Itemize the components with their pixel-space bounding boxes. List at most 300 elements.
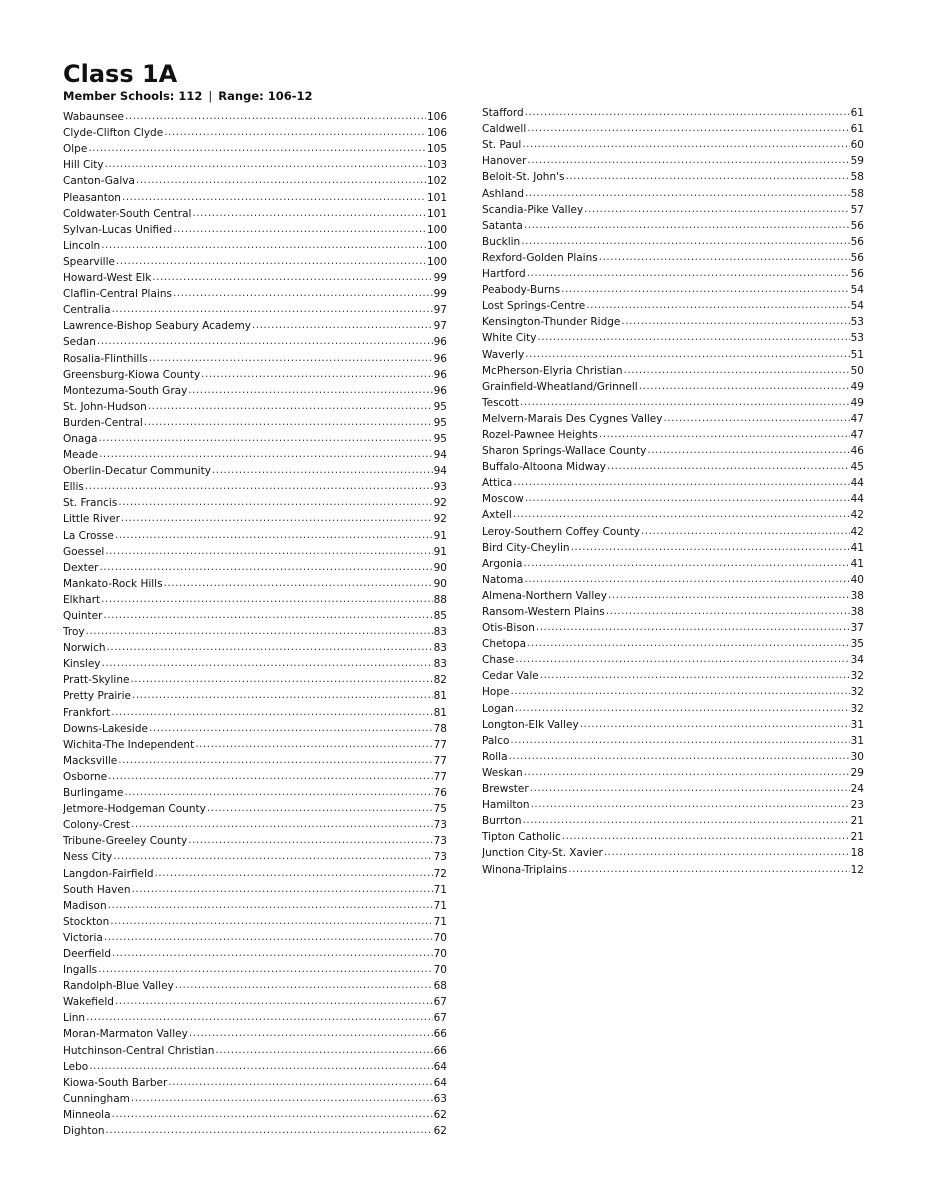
school-row (63, 1090, 447, 1106)
school-score: 78 (433, 722, 447, 735)
school-name: Pleasanton (63, 191, 121, 204)
school-score: 101 (426, 207, 447, 220)
school-row (482, 490, 864, 506)
school-row (63, 607, 447, 623)
dot-leader (105, 158, 426, 171)
dot-leader (104, 931, 433, 944)
school-row (482, 458, 864, 474)
school-row (63, 591, 447, 607)
school-row (482, 249, 864, 265)
dot-leader (112, 1108, 433, 1121)
school-name: Randolph-Blue Valley (63, 980, 174, 993)
school-score: 51 (850, 348, 864, 361)
school-name: Ingalls (63, 964, 98, 977)
dot-leader (599, 428, 850, 441)
school-row (482, 217, 864, 233)
dot-leader (562, 830, 850, 843)
school-row (482, 860, 864, 876)
school-row (63, 623, 447, 639)
school-name: Scandia-Pike Valley (482, 203, 584, 216)
school-name: Argonia (482, 557, 523, 570)
school-score: 58 (850, 187, 864, 200)
school-row (63, 881, 447, 897)
school-name: Tescott (482, 396, 519, 409)
school-name: Tribune-Greeley County (63, 835, 188, 848)
dot-leader (108, 770, 433, 783)
school-name: Langdon-Fairfield (63, 867, 154, 880)
school-name: Almena-Northern Valley (482, 589, 607, 602)
school-row (63, 1009, 447, 1025)
school-row (482, 539, 864, 555)
school-name: Onaga (63, 432, 98, 445)
dot-leader (212, 464, 433, 477)
school-name: Chase (482, 654, 515, 667)
school-row (482, 587, 864, 603)
dot-leader (523, 557, 849, 570)
school-name: St. Paul (482, 139, 522, 152)
school-name: Sylvan-Lucas Unified (63, 223, 173, 236)
school-row (482, 780, 864, 796)
school-name: Rozel-Pawnee Heights (482, 428, 598, 441)
school-score: 12 (850, 863, 864, 876)
school-name: Rolla (482, 750, 508, 763)
dot-leader (515, 702, 850, 715)
school-score: 92 (433, 497, 447, 510)
school-score: 93 (433, 481, 447, 494)
school-name: Lost Springs-Centre (482, 300, 586, 313)
school-row (482, 748, 864, 764)
school-score: 31 (850, 718, 864, 731)
dot-leader (604, 846, 850, 859)
dot-leader (103, 609, 432, 622)
school-name: Oberlin-Decatur Community (63, 465, 211, 478)
dot-leader (639, 380, 850, 393)
school-row (63, 1074, 447, 1090)
school-name: Kensington-Thunder Ridge (482, 316, 621, 329)
school-name: Linn (63, 1012, 86, 1025)
school-score: 49 (850, 380, 864, 393)
school-score: 67 (433, 996, 447, 1009)
school-score: 72 (433, 867, 447, 880)
dot-leader (112, 303, 433, 316)
school-score: 106 (426, 111, 447, 124)
school-score: 29 (850, 766, 864, 779)
school-name: Beloit-St. John's (482, 171, 565, 184)
dot-leader (115, 529, 433, 542)
school-score: 88 (433, 593, 447, 606)
dot-leader (122, 191, 426, 204)
school-name: Ness City (63, 851, 113, 864)
school-score: 56 (850, 235, 864, 248)
school-score: 66 (433, 1044, 447, 1057)
dot-leader (86, 625, 433, 638)
school-row (63, 124, 447, 140)
subtitle (63, 89, 313, 103)
school-row (63, 446, 447, 462)
school-score: 81 (433, 706, 447, 719)
school-row (482, 828, 864, 844)
school-score: 42 (850, 509, 864, 522)
dot-leader (98, 963, 432, 976)
school-name: White City (482, 332, 537, 345)
school-row (482, 152, 864, 168)
dot-leader (102, 657, 433, 670)
dot-leader (188, 834, 432, 847)
school-score: 99 (433, 288, 447, 301)
school-row (63, 993, 447, 1009)
school-name: Colony-Crest (63, 819, 131, 832)
dot-leader (132, 883, 433, 896)
school-row (63, 188, 447, 204)
school-score: 99 (433, 272, 447, 285)
school-name: Olpe (63, 143, 88, 156)
school-score: 47 (850, 428, 864, 441)
school-row (63, 1041, 447, 1057)
school-score: 106 (426, 127, 447, 140)
school-score: 76 (433, 787, 447, 800)
school-score: 38 (850, 606, 864, 618)
left-column-list (63, 108, 447, 1138)
school-row (63, 221, 447, 237)
dot-leader (537, 331, 849, 344)
school-name: Lincoln (63, 239, 101, 252)
school-score: 71 (433, 883, 447, 896)
school-row (63, 559, 447, 575)
school-row (63, 526, 447, 542)
school-score: 50 (850, 364, 864, 377)
school-row (63, 156, 447, 172)
school-name: Junction City-St. Xavier (482, 847, 603, 860)
dot-leader (148, 400, 433, 413)
school-score: 83 (433, 642, 447, 655)
school-row (63, 269, 447, 285)
school-score: 105 (426, 143, 447, 156)
dot-leader (110, 915, 432, 928)
school-name: Weskan (482, 766, 523, 779)
school-name: Brewster (482, 783, 529, 796)
school-name: Moran-Marmaton Valley (63, 1028, 188, 1041)
school-score: 82 (433, 674, 447, 687)
school-score: 75 (433, 803, 447, 816)
dot-leader (118, 754, 432, 767)
school-name: Dexter (63, 561, 99, 574)
page-title: Class 1A (63, 60, 178, 88)
school-row (63, 414, 447, 430)
dot-leader (527, 267, 850, 280)
dot-leader (188, 384, 432, 397)
school-score: 49 (850, 396, 864, 409)
school-row (482, 345, 864, 361)
school-row (482, 651, 864, 667)
school-row (63, 977, 447, 993)
school-row (63, 317, 447, 333)
dot-leader (571, 541, 850, 554)
subtitle-separator: | (208, 89, 213, 103)
dot-leader (116, 255, 426, 268)
school-row (63, 366, 447, 382)
dot-leader (107, 641, 433, 654)
school-name: Mankato-Rock Hills (63, 577, 163, 590)
school-score: 56 (850, 268, 864, 281)
dot-leader (173, 223, 426, 236)
school-row (482, 764, 864, 780)
school-row (482, 667, 864, 683)
school-score: 23 (850, 799, 864, 812)
school-score: 35 (850, 638, 864, 651)
school-name: Kinsley (63, 658, 101, 671)
school-score: 61 (850, 123, 864, 136)
school-row (63, 945, 447, 961)
school-score: 63 (433, 1092, 447, 1105)
school-name: Ellis (63, 481, 84, 494)
member-schools-count: Member Schools: 112 (63, 89, 203, 103)
school-score: 53 (850, 332, 864, 345)
dot-leader (510, 685, 849, 698)
school-score: 97 (433, 304, 447, 317)
school-score: 40 (850, 573, 864, 586)
school-score: 21 (850, 831, 864, 844)
school-row (63, 800, 447, 816)
school-score: 53 (850, 316, 864, 329)
school-score: 58 (850, 171, 864, 184)
school-name: Chetopa (482, 638, 527, 651)
school-row (63, 1025, 447, 1041)
dot-leader (88, 142, 426, 155)
school-row (482, 555, 864, 571)
school-name: Wichita-The Independent (63, 738, 195, 751)
school-row (482, 281, 864, 297)
dot-leader (155, 867, 433, 880)
school-score: 31 (850, 734, 864, 747)
dot-leader (520, 396, 850, 409)
school-row (482, 362, 864, 378)
school-row (63, 382, 447, 398)
school-name: Grainfield-Wheatland/Grinnell (482, 380, 638, 393)
school-row (63, 687, 447, 703)
school-name: Pretty Prairie (63, 690, 131, 703)
school-name: Buffalo-Altoona Midway (482, 461, 606, 474)
dot-leader (132, 689, 433, 702)
school-name: Melvern-Marais Des Cygnes Valley (482, 412, 663, 425)
dot-leader (252, 319, 433, 332)
school-row (63, 205, 447, 221)
school-row (63, 848, 447, 864)
school-name: Hope (482, 686, 510, 699)
dot-leader (201, 368, 432, 381)
dot-leader (111, 706, 432, 719)
dot-leader (531, 798, 850, 811)
school-score: 91 (433, 545, 447, 558)
dot-leader (108, 899, 433, 912)
school-row (63, 301, 447, 317)
school-score: 96 (433, 336, 447, 349)
dot-leader (168, 1076, 432, 1089)
dot-leader (125, 110, 426, 123)
school-row (482, 120, 864, 136)
school-name: Claflin-Central Plains (63, 288, 172, 301)
school-row (63, 398, 447, 414)
dot-leader (510, 734, 849, 747)
school-score: 83 (433, 658, 447, 671)
school-score: 92 (433, 513, 447, 526)
school-name: Little River (63, 513, 120, 526)
school-name: Norwich (63, 642, 106, 655)
school-name: Cedar Vale (482, 670, 539, 683)
school-score: 90 (433, 561, 447, 574)
school-name: Wabaunsee (63, 111, 124, 124)
school-row (63, 720, 447, 736)
school-row (63, 639, 447, 655)
school-name: Caldwell (482, 123, 527, 136)
school-name: Longton-Elk Valley (482, 718, 579, 731)
school-row (63, 752, 447, 768)
school-score: 32 (850, 686, 864, 699)
school-row (63, 1058, 447, 1074)
school-row (482, 603, 864, 619)
school-score: 71 (433, 915, 447, 928)
school-score: 96 (433, 368, 447, 381)
school-score: 71 (433, 899, 447, 912)
dot-leader (608, 589, 850, 602)
school-score: 38 (850, 589, 864, 602)
school-row (482, 812, 864, 828)
school-name: Downs-Lakeside (63, 722, 148, 735)
school-row (482, 442, 864, 458)
school-row (63, 237, 447, 253)
school-row (482, 796, 864, 812)
school-score: 34 (850, 654, 864, 667)
school-score: 70 (433, 964, 447, 977)
dot-leader (85, 480, 433, 493)
dot-leader (136, 174, 426, 187)
dot-leader (568, 863, 849, 876)
school-score: 32 (850, 670, 864, 683)
school-row (482, 522, 864, 538)
school-name: Cunningham (63, 1092, 130, 1105)
school-name: Clyde-Clifton Clyde (63, 127, 164, 140)
school-name: Hamilton (482, 799, 530, 812)
school-name: Stockton (63, 915, 110, 928)
dot-leader (195, 738, 432, 751)
school-name: Ransom-Western Plains (482, 606, 605, 618)
school-name: Hanover (482, 155, 527, 168)
school-name: Natoma (482, 573, 524, 586)
school-name: Waverly (482, 348, 525, 361)
dot-leader (584, 203, 849, 216)
dot-leader (599, 251, 850, 264)
school-score: 77 (433, 738, 447, 751)
school-score: 46 (850, 445, 864, 458)
school-name: Tipton Catholic (482, 831, 561, 844)
dot-leader (175, 979, 433, 992)
school-row (63, 1122, 447, 1138)
school-name: Satanta (482, 219, 523, 232)
school-row (63, 897, 447, 913)
school-name: Moscow (482, 493, 524, 506)
dot-leader (105, 545, 432, 558)
school-row (63, 172, 447, 188)
school-row (482, 265, 864, 281)
school-name: Jetmore-Hodgeman County (63, 803, 206, 816)
school-row (63, 671, 447, 687)
school-name: Rosalia-Flinthills (63, 352, 148, 365)
dot-leader (524, 766, 850, 779)
school-score: 64 (433, 1060, 447, 1073)
school-row (63, 655, 447, 671)
school-name: Osborne (63, 770, 108, 783)
dot-leader (641, 525, 850, 538)
school-row (482, 168, 864, 184)
dot-leader (607, 460, 850, 473)
school-score: 62 (433, 1125, 447, 1137)
school-name: McPherson-Elyria Christian (482, 364, 623, 377)
school-name: Kiowa-South Barber (63, 1076, 168, 1089)
school-name: South Haven (63, 883, 131, 896)
school-score: 32 (850, 702, 864, 715)
dot-leader (522, 138, 849, 151)
school-score: 103 (426, 159, 447, 172)
school-name: Hill City (63, 159, 104, 172)
dot-leader (97, 335, 433, 348)
dot-leader (131, 1092, 433, 1105)
school-row (482, 732, 864, 748)
school-name: La Crosse (63, 529, 114, 542)
school-score: 54 (850, 300, 864, 313)
school-score: 73 (433, 819, 447, 832)
dot-leader (149, 352, 433, 365)
school-row (482, 410, 864, 426)
school-row (482, 104, 864, 120)
dot-leader (513, 508, 850, 521)
school-score: 100 (426, 255, 447, 268)
school-name: Meade (63, 449, 99, 462)
dot-leader (124, 786, 432, 799)
school-score: 95 (433, 416, 447, 429)
school-score: 42 (850, 525, 864, 538)
school-score: 70 (433, 931, 447, 944)
school-name: Madison (63, 899, 107, 912)
school-score: 95 (433, 400, 447, 413)
dot-leader (115, 995, 433, 1008)
dot-leader (106, 1124, 433, 1137)
school-row (482, 233, 864, 249)
school-row (63, 253, 447, 269)
dot-leader (173, 287, 433, 300)
school-row (482, 201, 864, 217)
dot-leader (118, 496, 432, 509)
school-row (482, 474, 864, 490)
dot-leader (149, 722, 433, 735)
school-row (63, 349, 447, 365)
dot-leader (530, 782, 850, 795)
dot-leader (112, 947, 433, 960)
school-score: 85 (433, 610, 447, 622)
school-score: 81 (433, 690, 447, 703)
school-score: 60 (850, 139, 864, 152)
school-row (63, 478, 447, 494)
school-score: 101 (426, 191, 447, 204)
school-row (482, 329, 864, 345)
school-row (482, 844, 864, 860)
school-score: 44 (850, 477, 864, 490)
school-row (482, 378, 864, 394)
dot-leader (89, 1060, 432, 1073)
school-score: 41 (850, 541, 864, 554)
dot-leader (525, 492, 850, 505)
dot-leader (130, 673, 432, 686)
dot-leader (121, 512, 433, 525)
school-name: Spearville (63, 255, 115, 268)
